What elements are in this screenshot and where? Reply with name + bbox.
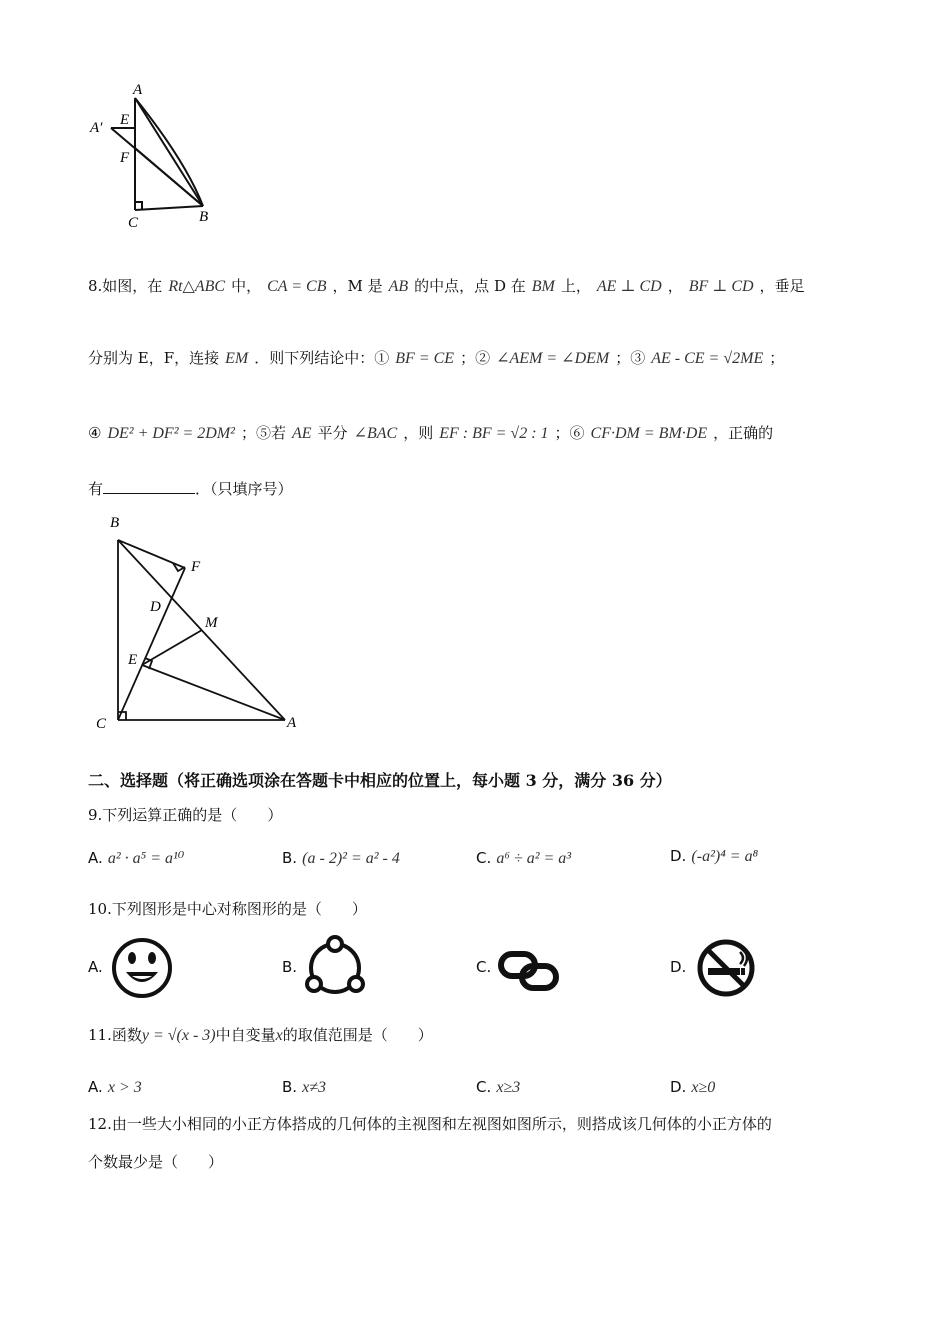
figure-q7 bbox=[85, 80, 225, 230]
answer-blank[interactable] bbox=[103, 479, 195, 494]
math-expression: EM bbox=[225, 350, 249, 367]
math-expression: AB bbox=[388, 278, 409, 295]
text-segment: ；⑥ bbox=[554, 424, 585, 442]
fig7-label-A: A bbox=[133, 82, 143, 98]
text-segment: ， bbox=[667, 277, 683, 295]
figure-q8 bbox=[90, 510, 320, 740]
smiley-face-icon bbox=[110, 936, 174, 1000]
q8-line1 bbox=[88, 275, 805, 296]
text-segment: ．则下列结论中：① bbox=[254, 349, 390, 367]
q11-stem-post: 中自变量 bbox=[215, 1026, 276, 1044]
recycle-circle-icon bbox=[302, 934, 368, 998]
q8-line2 bbox=[88, 347, 784, 368]
text-segment: ； bbox=[769, 349, 785, 367]
q11-option-b[interactable]: B. x≠3 bbox=[282, 1078, 327, 1096]
q9-option-b-expr: (a - 2)² = a² - 4 bbox=[302, 850, 400, 867]
text-segment: 的中点，点 D 在 bbox=[414, 277, 526, 295]
q11-stem bbox=[88, 1024, 433, 1045]
q8-line4 bbox=[88, 478, 293, 499]
q11-stem-pre: 11.函数 bbox=[88, 1026, 142, 1044]
q11-option-c-expr: x≥3 bbox=[496, 1079, 521, 1096]
math-expression: AE ⊥ CD bbox=[596, 278, 662, 295]
fig7-label-E: E bbox=[120, 112, 130, 128]
text-segment: ；③ bbox=[615, 349, 646, 367]
q11-option-c[interactable]: C. x≥3 bbox=[476, 1078, 521, 1096]
math-expression: CF·DM = BM·DE bbox=[590, 425, 708, 442]
q11-option-d-expr: x≥0 bbox=[691, 1079, 716, 1096]
q8-line4-suffix: ．（只填序号） bbox=[195, 480, 293, 498]
q11-option-d[interactable]: D. x≥0 bbox=[670, 1078, 716, 1096]
fig8-label-E: E bbox=[128, 652, 138, 668]
text-segment: 上， bbox=[560, 277, 591, 295]
text-segment: ，则 bbox=[403, 424, 434, 442]
text-segment: ；⑤若 bbox=[240, 424, 286, 442]
q8-line3 bbox=[88, 422, 773, 443]
q11-option-b-expr: x≠3 bbox=[302, 1079, 327, 1096]
math-expression: ∠BAC bbox=[353, 425, 398, 442]
q12-line1: 12.由一些大小相同的小正方体搭成的几何体的主视图和左视图如图所示，则搭成该几何体的小正方体的 bbox=[88, 1115, 772, 1133]
text-segment: ，正确的 bbox=[713, 424, 774, 442]
fig7-label-C: C bbox=[128, 215, 139, 230]
text-segment: ④ bbox=[88, 424, 102, 442]
text-segment: 8.如图，在 bbox=[88, 277, 163, 295]
fig8-label-C: C bbox=[96, 716, 107, 732]
q9-option-a[interactable]: A. a² · a⁵ = a¹⁰ bbox=[88, 849, 185, 867]
fig7-label-B: B bbox=[199, 209, 209, 225]
q11-option-a-expr: x > 3 bbox=[107, 1079, 142, 1096]
math-expression: BM bbox=[531, 278, 555, 295]
fig8-label-M: M bbox=[205, 615, 218, 631]
q10-option-c[interactable]: C. bbox=[476, 942, 576, 1002]
q10-option-a[interactable]: A. bbox=[88, 936, 188, 1002]
q9-option-b[interactable]: B. (a - 2)² = a² - 4 bbox=[282, 849, 400, 867]
q10-option-b[interactable]: B. bbox=[282, 934, 382, 1000]
fig8-label-A: A bbox=[287, 715, 297, 731]
math-expression: CA = CB bbox=[267, 278, 327, 295]
fig7-label-A-prime: A′ bbox=[90, 120, 103, 136]
math-expression: EF : BF = √2 : 1 bbox=[439, 425, 549, 442]
math-expression: BF = CE bbox=[395, 350, 455, 367]
q9-option-c-expr: a⁶ ÷ a² = a³ bbox=[496, 850, 572, 867]
text-segment: 分别为 E，F，连接 bbox=[88, 349, 220, 367]
q10-option-d[interactable]: D. bbox=[670, 936, 770, 1002]
fig8-label-B: B bbox=[110, 515, 120, 531]
math-expression: ∠AEM = ∠DEM bbox=[496, 350, 610, 367]
q10-stem: 10.下列图形是中心对称图形的是（ ） bbox=[88, 900, 367, 918]
q11-stem-end: 的取值范围是（ ） bbox=[282, 1026, 433, 1044]
q9-option-d-expr: (-a²)⁴ = a⁸ bbox=[691, 848, 759, 865]
q8-line4-prefix: 有 bbox=[88, 480, 104, 498]
q11-option-a[interactable]: A. x > 3 bbox=[88, 1078, 142, 1096]
chain-link-icon bbox=[496, 942, 562, 998]
q9-option-a-expr: a² · a⁵ = a¹⁰ bbox=[107, 850, 185, 867]
math-expression: BF ⊥ CD bbox=[688, 278, 754, 295]
q9-stem: 9.下列运算正确的是（ ） bbox=[88, 806, 283, 824]
text-segment: ，垂足 bbox=[759, 277, 805, 295]
no-smoking-icon bbox=[694, 936, 758, 1000]
text-segment: ，M 是 bbox=[332, 277, 383, 295]
text-segment: 中， bbox=[231, 277, 262, 295]
q9-option-c[interactable]: C. a⁶ ÷ a² = a³ bbox=[476, 849, 572, 867]
fig8-label-D: D bbox=[150, 599, 161, 615]
q11-function: y = √(x - 3) bbox=[141, 1027, 216, 1044]
section-2-heading: 二、选择题（将正确选项涂在答题卡中相应的位置上，每小题 3 分，满分 36 分） bbox=[88, 771, 672, 790]
math-expression: AE bbox=[292, 425, 312, 442]
q11-variable: x bbox=[275, 1027, 283, 1044]
q9-option-d[interactable]: D. (-a²)⁴ = a⁸ bbox=[670, 847, 759, 865]
math-expression: DE² + DF² = 2DM² bbox=[107, 425, 235, 442]
fig8-label-F: F bbox=[191, 559, 201, 575]
math-expression: AE - CE = √2ME bbox=[651, 350, 764, 367]
math-expression: Rt△ABC bbox=[168, 278, 226, 295]
text-segment: 平分 bbox=[317, 424, 348, 442]
fig7-label-F: F bbox=[120, 150, 130, 166]
q12-line2: 个数最少是（ ） bbox=[88, 1153, 224, 1171]
text-segment: ；② bbox=[460, 349, 491, 367]
